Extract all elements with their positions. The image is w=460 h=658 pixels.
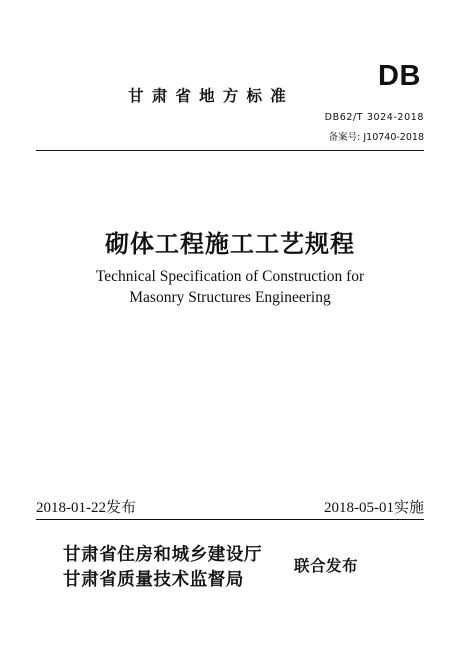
chinese-title: 砌体工程施工工艺规程	[105, 229, 355, 258]
db-mark: DB	[378, 60, 421, 92]
bottom-divider	[36, 519, 424, 520]
issuer-housing-department: 甘肃省住房和城乡建设厅	[63, 545, 263, 565]
top-divider	[36, 150, 424, 151]
english-title-line-2: Masonry Structures Engineering	[129, 289, 331, 306]
english-title-line-1: Technical Specification of Construction for	[95, 268, 365, 285]
standard-number: DB62/T 3024-2018	[324, 112, 424, 123]
implementation-date: 2018-05-01实施	[324, 500, 424, 516]
release-date: 2018-01-22发布	[36, 500, 136, 516]
record-number: 备案号: J10740-2018	[328, 132, 424, 143]
issuer-quality-bureau: 甘肃省质量技术监督局	[63, 570, 244, 590]
joint-issue-label: 联合发布	[294, 557, 359, 575]
standard-type: 甘肃省地方标准	[128, 87, 294, 105]
